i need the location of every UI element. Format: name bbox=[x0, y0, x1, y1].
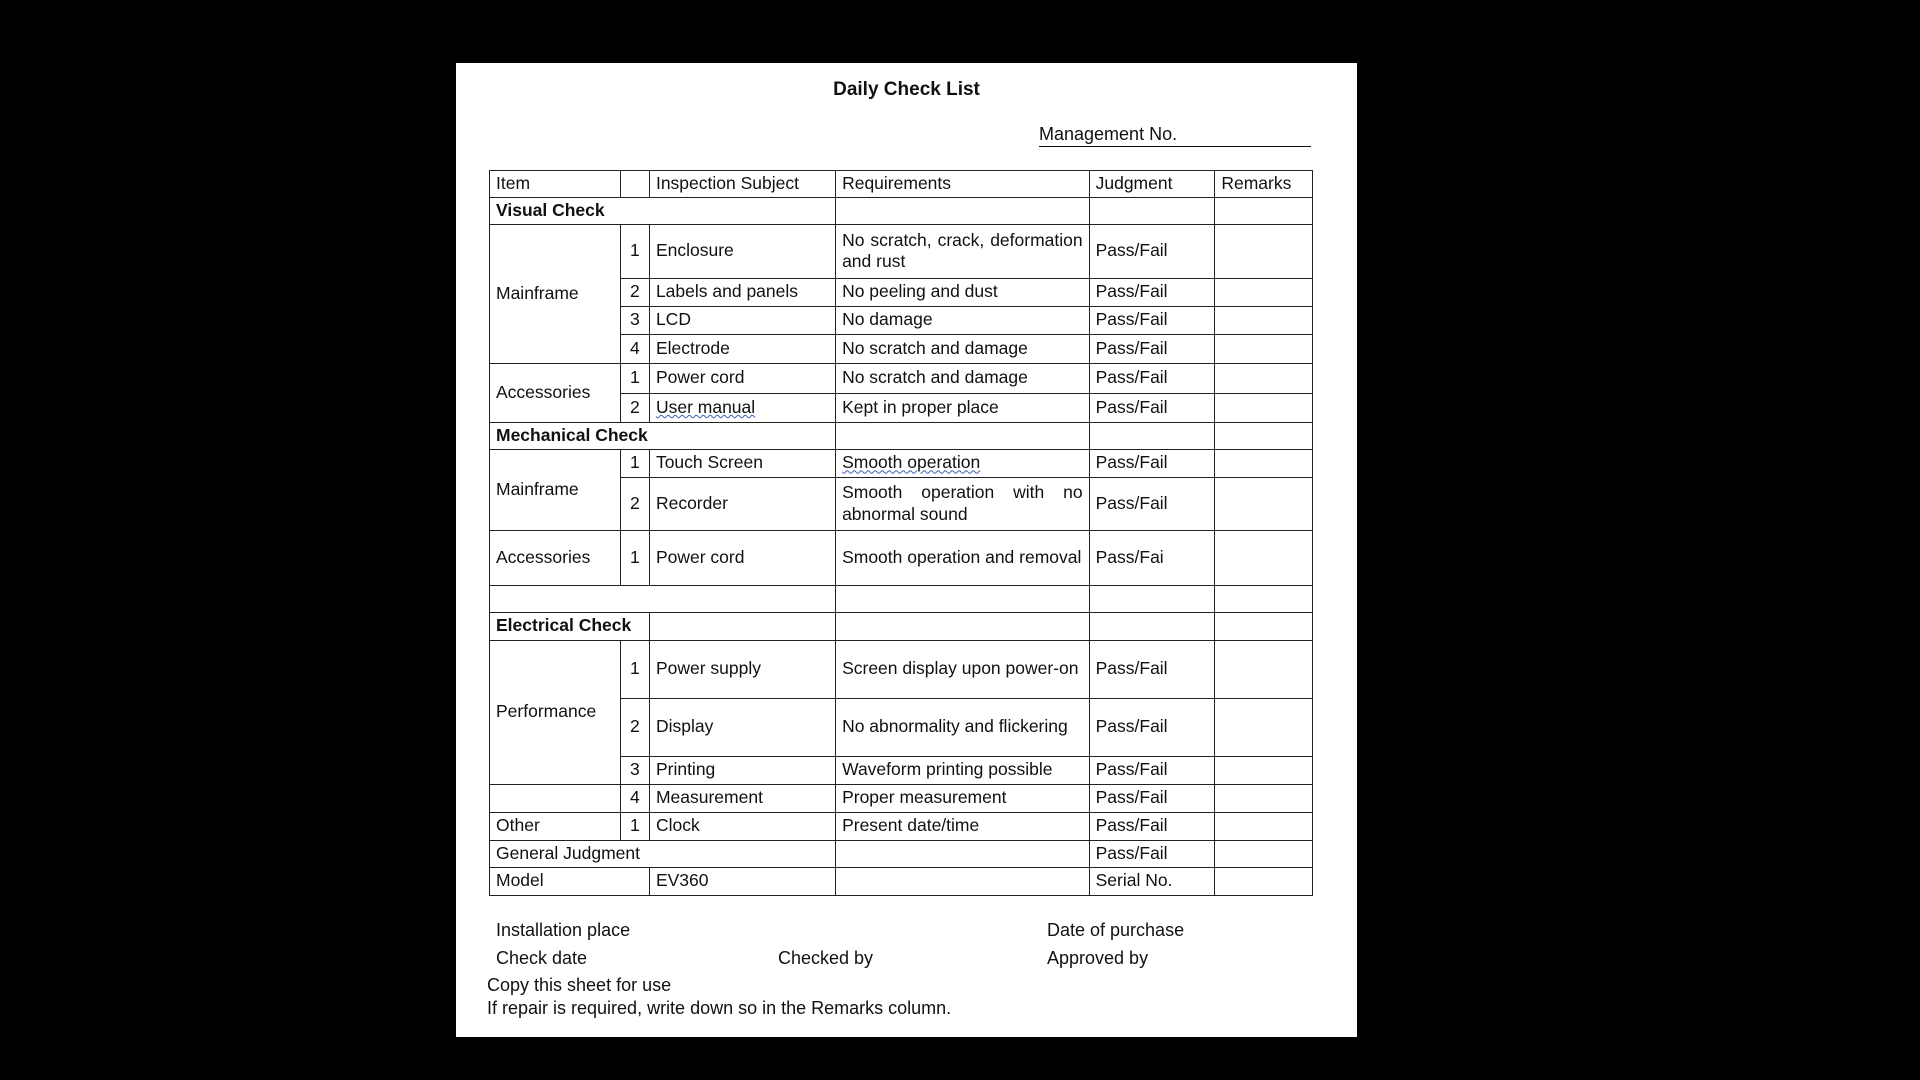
remarks-cell[interactable] bbox=[1215, 449, 1313, 477]
check-list-table bbox=[489, 170, 1313, 896]
table-row: Accessories 1 Power cord No scratch and damage Pass/Fail bbox=[490, 363, 1313, 393]
judgment-cell[interactable]: Pass/Fail bbox=[1089, 278, 1215, 306]
model-label: Model bbox=[490, 867, 650, 895]
section-row bbox=[490, 197, 1313, 224]
general-judgment-value[interactable]: Pass/Fail bbox=[1089, 840, 1215, 867]
header-item: Item bbox=[490, 171, 621, 198]
serial-no-label: Serial No. bbox=[1089, 867, 1215, 895]
judgment-cell[interactable]: Pass/Fail bbox=[1089, 306, 1215, 334]
remarks-cell[interactable] bbox=[1215, 698, 1313, 756]
remarks-cell[interactable] bbox=[1215, 306, 1313, 334]
judgment-cell[interactable]: Pass/Fai bbox=[1089, 530, 1215, 585]
remarks-cell[interactable] bbox=[1215, 224, 1313, 278]
check-list-sheet bbox=[456, 63, 1357, 1037]
page-title: Daily Check List bbox=[833, 79, 980, 100]
item-accessories: Accessories bbox=[490, 530, 621, 585]
model-value: EV360 bbox=[649, 867, 835, 895]
table-row: 2 User manual Kept in proper place Pass/Fail bbox=[490, 393, 1313, 422]
judgment-cell[interactable]: Pass/Fail bbox=[1089, 640, 1215, 698]
note-copy: Copy this sheet for use bbox=[487, 975, 672, 995]
item-mainframe: Mainframe bbox=[490, 449, 621, 530]
remarks-cell[interactable] bbox=[1215, 640, 1313, 698]
header-remarks: Remarks bbox=[1215, 171, 1313, 198]
spacer-row bbox=[490, 585, 1313, 612]
table-row: 4 Electrode No scratch and damage Pass/Fail bbox=[490, 334, 1313, 363]
judgment-cell[interactable]: Pass/Fail bbox=[1089, 334, 1215, 363]
remarks-cell[interactable] bbox=[1215, 363, 1313, 393]
serial-no-value[interactable] bbox=[1215, 867, 1313, 895]
table-row: Performance 1 Power supply Screen display upon power-on Pass/Fail bbox=[490, 640, 1313, 698]
section-row bbox=[490, 422, 1313, 449]
remarks-cell[interactable] bbox=[1215, 530, 1313, 585]
judgment-cell[interactable]: Pass/Fail bbox=[1089, 698, 1215, 756]
section-visual-check: Visual Check bbox=[490, 197, 836, 224]
table-row: Mainframe 1 Enclosure No scratch, crack, deformation and rust Pass/Fail bbox=[490, 224, 1313, 278]
table-row: 3 Printing Waveform printing possible Pass/Fail bbox=[490, 756, 1313, 784]
judgment-cell[interactable]: Pass/Fail bbox=[1089, 784, 1215, 812]
remarks-cell[interactable] bbox=[1215, 840, 1313, 867]
check-date-label: Check date bbox=[496, 948, 588, 968]
judgment-cell[interactable]: Pass/Fail bbox=[1089, 756, 1215, 784]
header-row bbox=[490, 171, 1313, 198]
item-other: Other bbox=[490, 812, 621, 840]
section-row bbox=[490, 612, 1313, 640]
table-row: Mainframe 1 Touch Screen Smooth operation Pass/Fail bbox=[490, 449, 1313, 477]
approved-by-label: Approved by bbox=[1047, 948, 1149, 968]
note-repair: If repair is required, write down so in the Remarks column. bbox=[487, 998, 952, 1018]
judgment-cell[interactable]: Pass/Fail bbox=[1089, 812, 1215, 840]
general-judgment-label: General Judgment bbox=[490, 840, 836, 867]
date-of-purchase-label: Date of purchase bbox=[1047, 920, 1185, 940]
judgment-cell[interactable]: Pass/Fail bbox=[1089, 449, 1215, 477]
section-electrical-check: Electrical Check bbox=[490, 612, 650, 640]
table-row: 4 Measurement Proper measurement Pass/Fail bbox=[490, 784, 1313, 812]
item-mainframe: Mainframe bbox=[490, 224, 621, 363]
judgment-cell[interactable]: Pass/Fail bbox=[1089, 477, 1215, 530]
remarks-cell[interactable] bbox=[1215, 393, 1313, 422]
table-row: 2 Recorder Smooth operation with no abnormal sound Pass/Fail bbox=[490, 477, 1313, 530]
header-no bbox=[620, 171, 649, 198]
judgment-cell[interactable]: Pass/Fail bbox=[1089, 363, 1215, 393]
header-judgment: Judgment bbox=[1089, 171, 1215, 198]
remarks-cell[interactable] bbox=[1215, 784, 1313, 812]
management-no-field[interactable]: Management No. bbox=[1039, 124, 1311, 147]
remarks-cell[interactable] bbox=[1215, 278, 1313, 306]
header-inspection-subject: Inspection Subject bbox=[649, 171, 835, 198]
section-mechanical-check: Mechanical Check bbox=[490, 422, 836, 449]
installation-place-label: Installation place bbox=[496, 920, 631, 940]
checked-by-label: Checked by bbox=[778, 948, 874, 968]
item-accessories: Accessories bbox=[490, 363, 621, 422]
remarks-cell[interactable] bbox=[1215, 334, 1313, 363]
model-row bbox=[490, 867, 1313, 895]
remarks-cell[interactable] bbox=[1215, 477, 1313, 530]
table-row: Other 1 Clock Present date/time Pass/Fail bbox=[490, 812, 1313, 840]
judgment-cell[interactable]: Pass/Fail bbox=[1089, 393, 1215, 422]
table-row: 2 Display No abnormality and flickering Pass/Fail bbox=[490, 698, 1313, 756]
judgment-cell[interactable]: Pass/Fail bbox=[1089, 224, 1215, 278]
item-performance: Performance bbox=[490, 640, 621, 784]
remarks-cell[interactable] bbox=[1215, 756, 1313, 784]
remarks-cell[interactable] bbox=[1215, 812, 1313, 840]
header-requirements: Requirements bbox=[836, 171, 1090, 198]
table-row: Accessories 1 Power cord Smooth operation and removal Pass/Fai bbox=[490, 530, 1313, 585]
table-row: 2 Labels and panels No peeling and dust Pass/Fail bbox=[490, 278, 1313, 306]
general-judgment-row bbox=[490, 840, 1313, 867]
table-row: 3 LCD No damage Pass/Fail bbox=[490, 306, 1313, 334]
